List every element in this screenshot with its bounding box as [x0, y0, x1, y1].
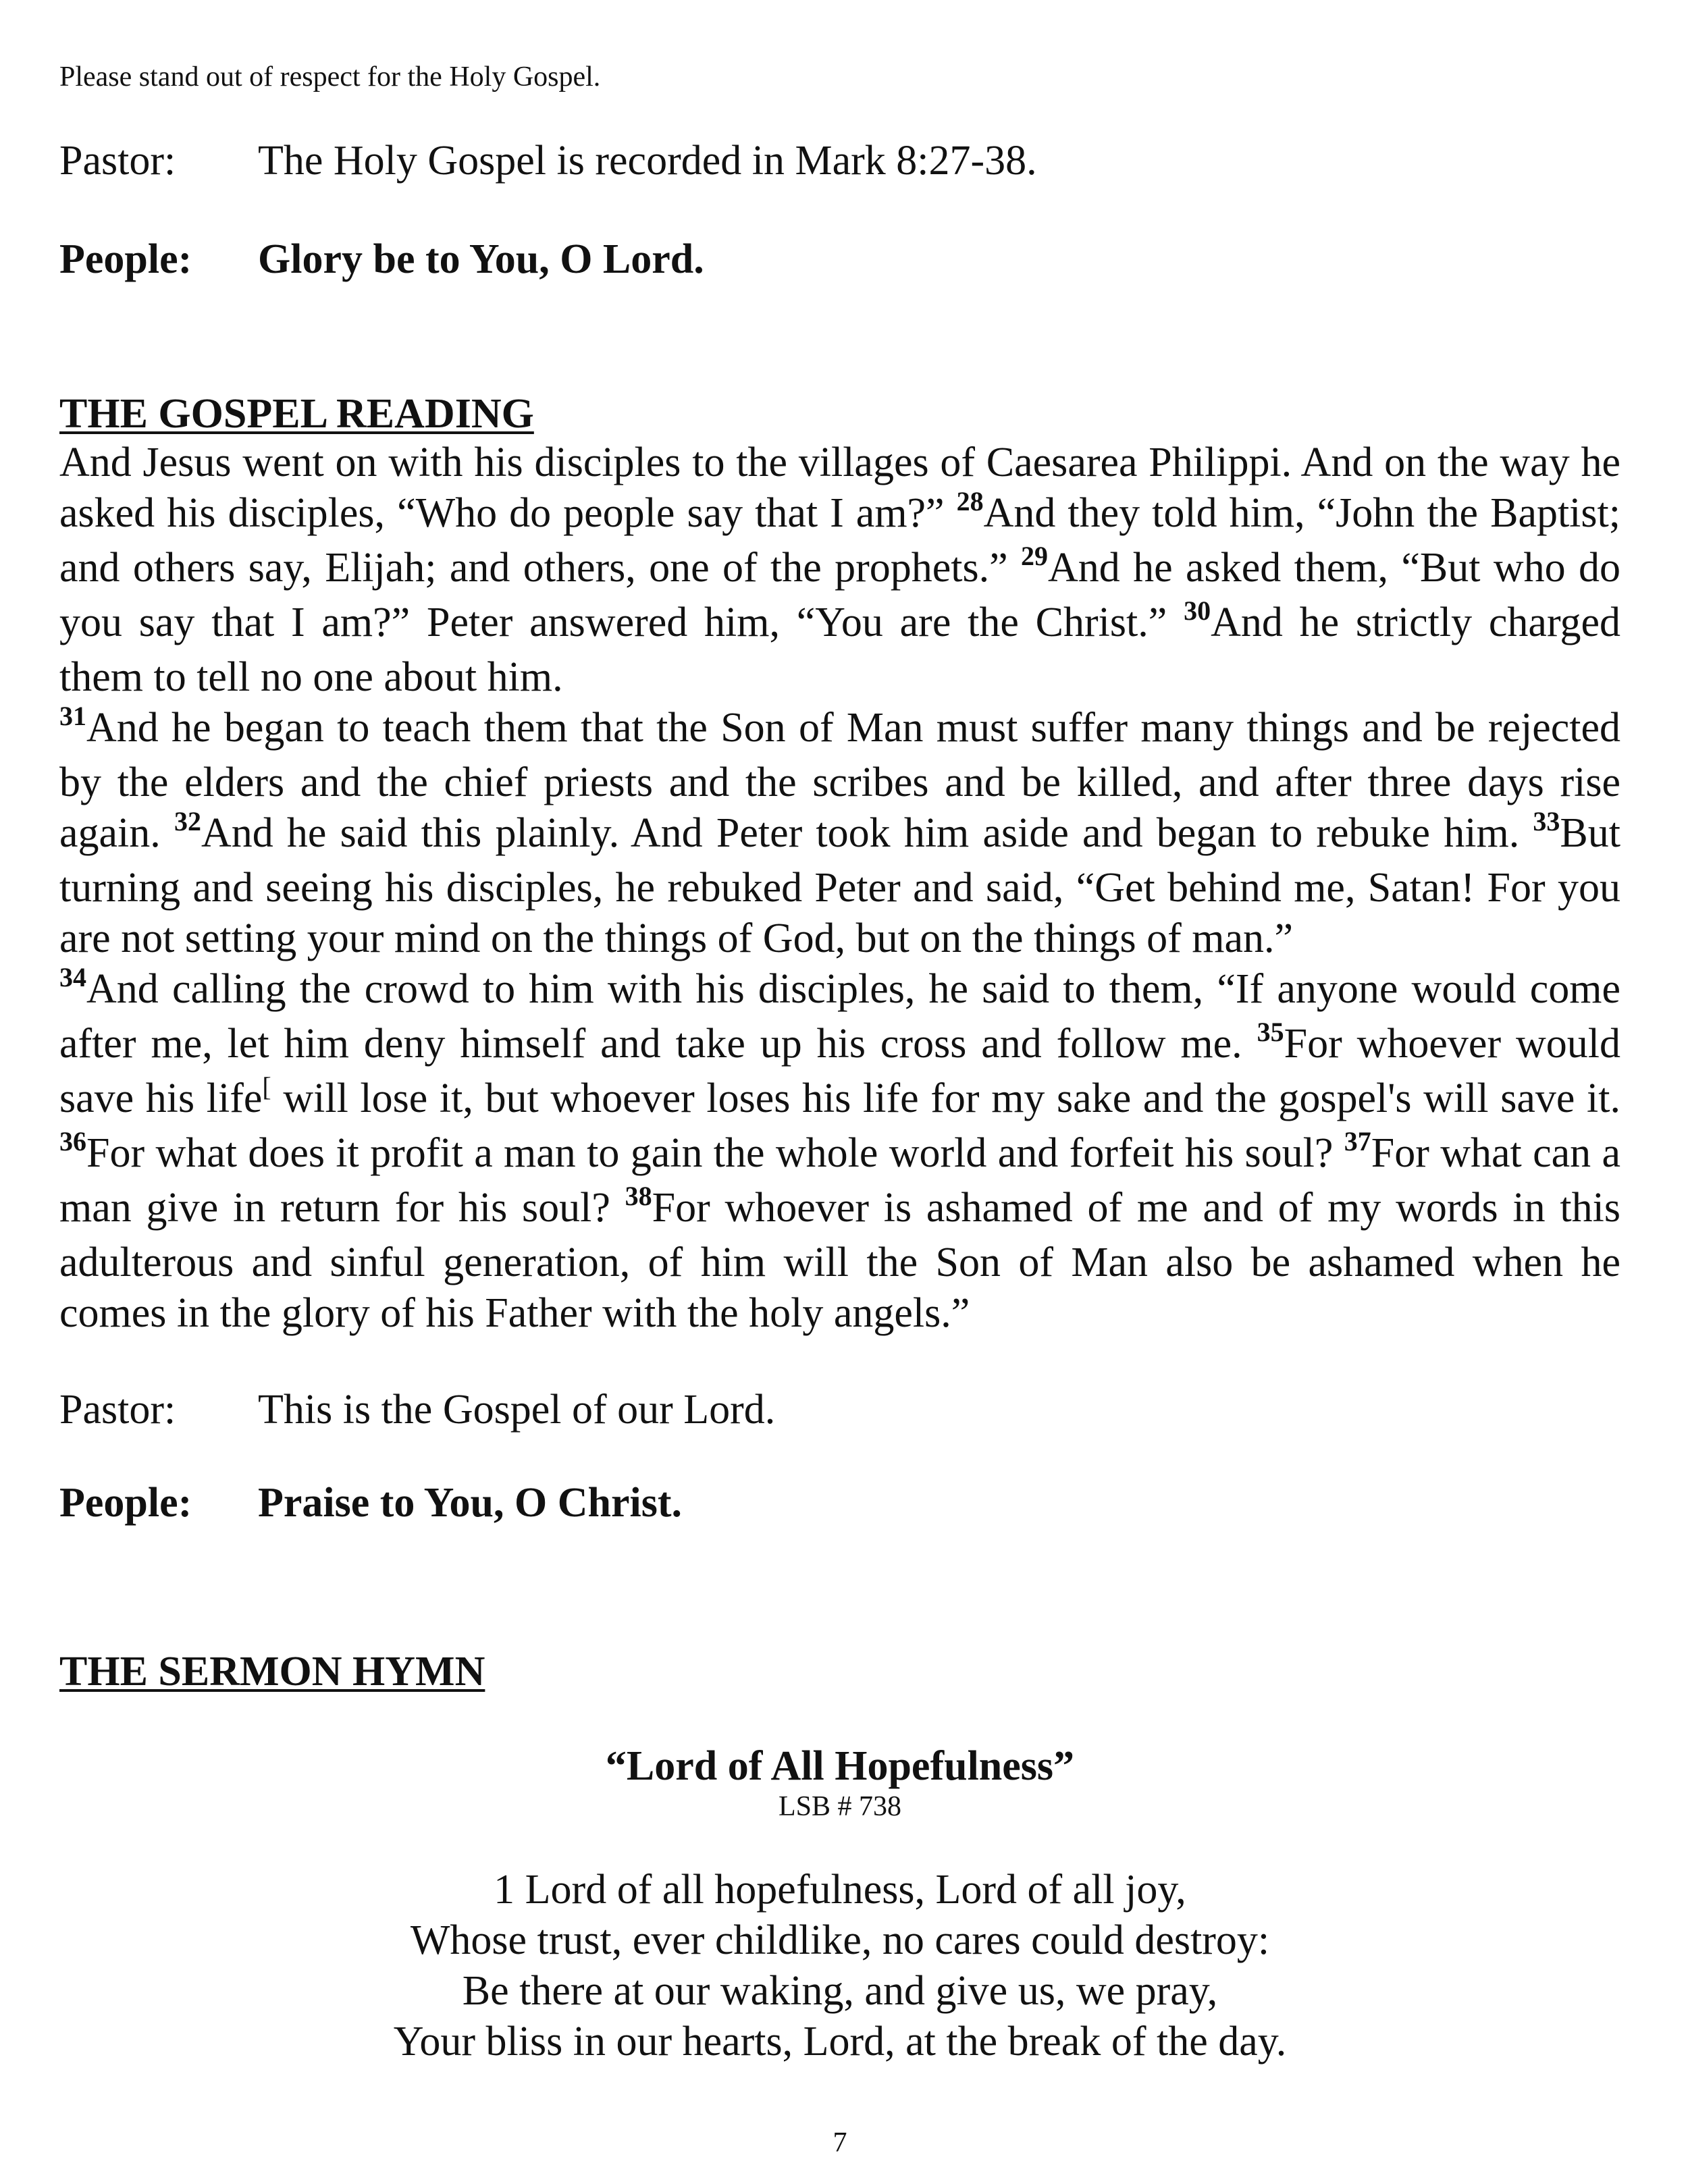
hymn-verse: [59, 1865, 1620, 2067]
verse-number: 38: [625, 1181, 652, 1211]
gospel-reading-text: [59, 437, 1620, 1339]
reading-text: And he began to teach them that the Son of Man must suffer many things and be rejected by the elders and the chief priests and the scribes and be killed, and after three days rise again.: [59, 705, 1620, 856]
verse-number: 33: [1533, 806, 1560, 836]
verse-number: 34: [59, 962, 86, 992]
hymn-line: Your bliss in our hearts, Lord, at the break of the day.: [393, 2019, 1287, 2065]
verse-number: 29: [1021, 541, 1049, 571]
hymn-number: LSB # 738: [778, 1791, 902, 1822]
pastor-closing-label: Pastor:: [59, 1387, 176, 1433]
hymn-line: Be there at our waking, and give us, we pray,: [462, 1968, 1218, 2014]
reading-paragraph: [59, 703, 1620, 964]
pastor-text: The Holy Gospel is recorded in Mark 8:27-38.: [258, 138, 1037, 184]
verse-number: 31: [59, 701, 86, 731]
reading-text: For what does it profit a man to gain the whole world and forfeit his soul?: [86, 1130, 1344, 1176]
pastor-closing-text: This is the Gospel of our Lord.: [258, 1387, 776, 1433]
reading-text: For whoever is ashamed of me and of my words in this adulterous and sinful generation, of him will the Son of Man also be ashamed when he comes in the glory of his Father with the holy angels.”: [59, 1185, 1621, 1336]
pastor-label: Pastor:: [59, 138, 176, 184]
stand-instruction: Please stand out of respect for the Holy Gospel.: [59, 61, 601, 92]
reading-text: And Jesus went on with his disciples to the villages of Caesarea Philippi. And on the way he asked his disciples, “Who do people say that I am?”: [59, 440, 1620, 536]
page-number: 7: [833, 2127, 847, 2158]
verse-number: 30: [1184, 595, 1211, 626]
reading-text: And he said this plainly. And Peter took him aside and began to rebuke him.: [201, 810, 1533, 856]
reading-text: And calling the crowd to him with his disciples, he said to them, “If anyone would come after me, let him deny himself and take up his cross and follow me.: [59, 966, 1620, 1067]
people-closing-label: People:: [59, 1480, 192, 1526]
verse-number: 32: [174, 806, 201, 836]
verse-number: 37: [1344, 1126, 1371, 1156]
hymn-line: Whose trust, ever childlike, no cares could destroy:: [410, 1917, 1270, 1963]
reading-text: And he strictly charged them to tell no one about him.: [59, 600, 1620, 700]
hymn-title: “Lord of All Hopefulness”: [605, 1743, 1075, 1789]
sermon-hymn-heading: THE SERMON HYMN: [59, 1649, 485, 1695]
footnote-marker: [: [262, 1071, 271, 1102]
reading-text: For what can a man give in return for his soul?: [59, 1130, 1620, 1231]
reading-paragraph: [59, 437, 1620, 703]
people-label: People:: [59, 236, 192, 282]
people-text: Glory be to You, O Lord.: [258, 236, 704, 282]
verse-number: 35: [1257, 1017, 1284, 1047]
hymn-line: 1 Lord of all hopefulness, Lord of all joy,: [494, 1867, 1186, 1913]
reading-text: But turning and seeing his disciples, he rebuked Peter and said, “Get behind me, Satan! For you are not setting your mind on the things of God, but on the things of man.”: [59, 810, 1620, 961]
gospel-reading-heading: THE GOSPEL READING: [59, 391, 534, 437]
verse-number: 28: [956, 486, 984, 516]
reading-text: And he asked them, “But who do you say that I am?” Peter answered him, “You are the Christ.”: [59, 545, 1620, 645]
reading-text: And they told him, “John the Baptist; and others say, Elijah; and others, one of the prophets.”: [59, 490, 1620, 591]
people-closing-text: Praise to You, O Christ.: [258, 1480, 682, 1526]
reading-text: For whoever would save his life: [59, 1021, 1620, 1121]
verse-number: 36: [59, 1126, 86, 1156]
reading-paragraph: [59, 964, 1620, 1339]
reading-text: will lose it, but whoever loses his life for my sake and the gospel's will save it.: [271, 1075, 1620, 1121]
